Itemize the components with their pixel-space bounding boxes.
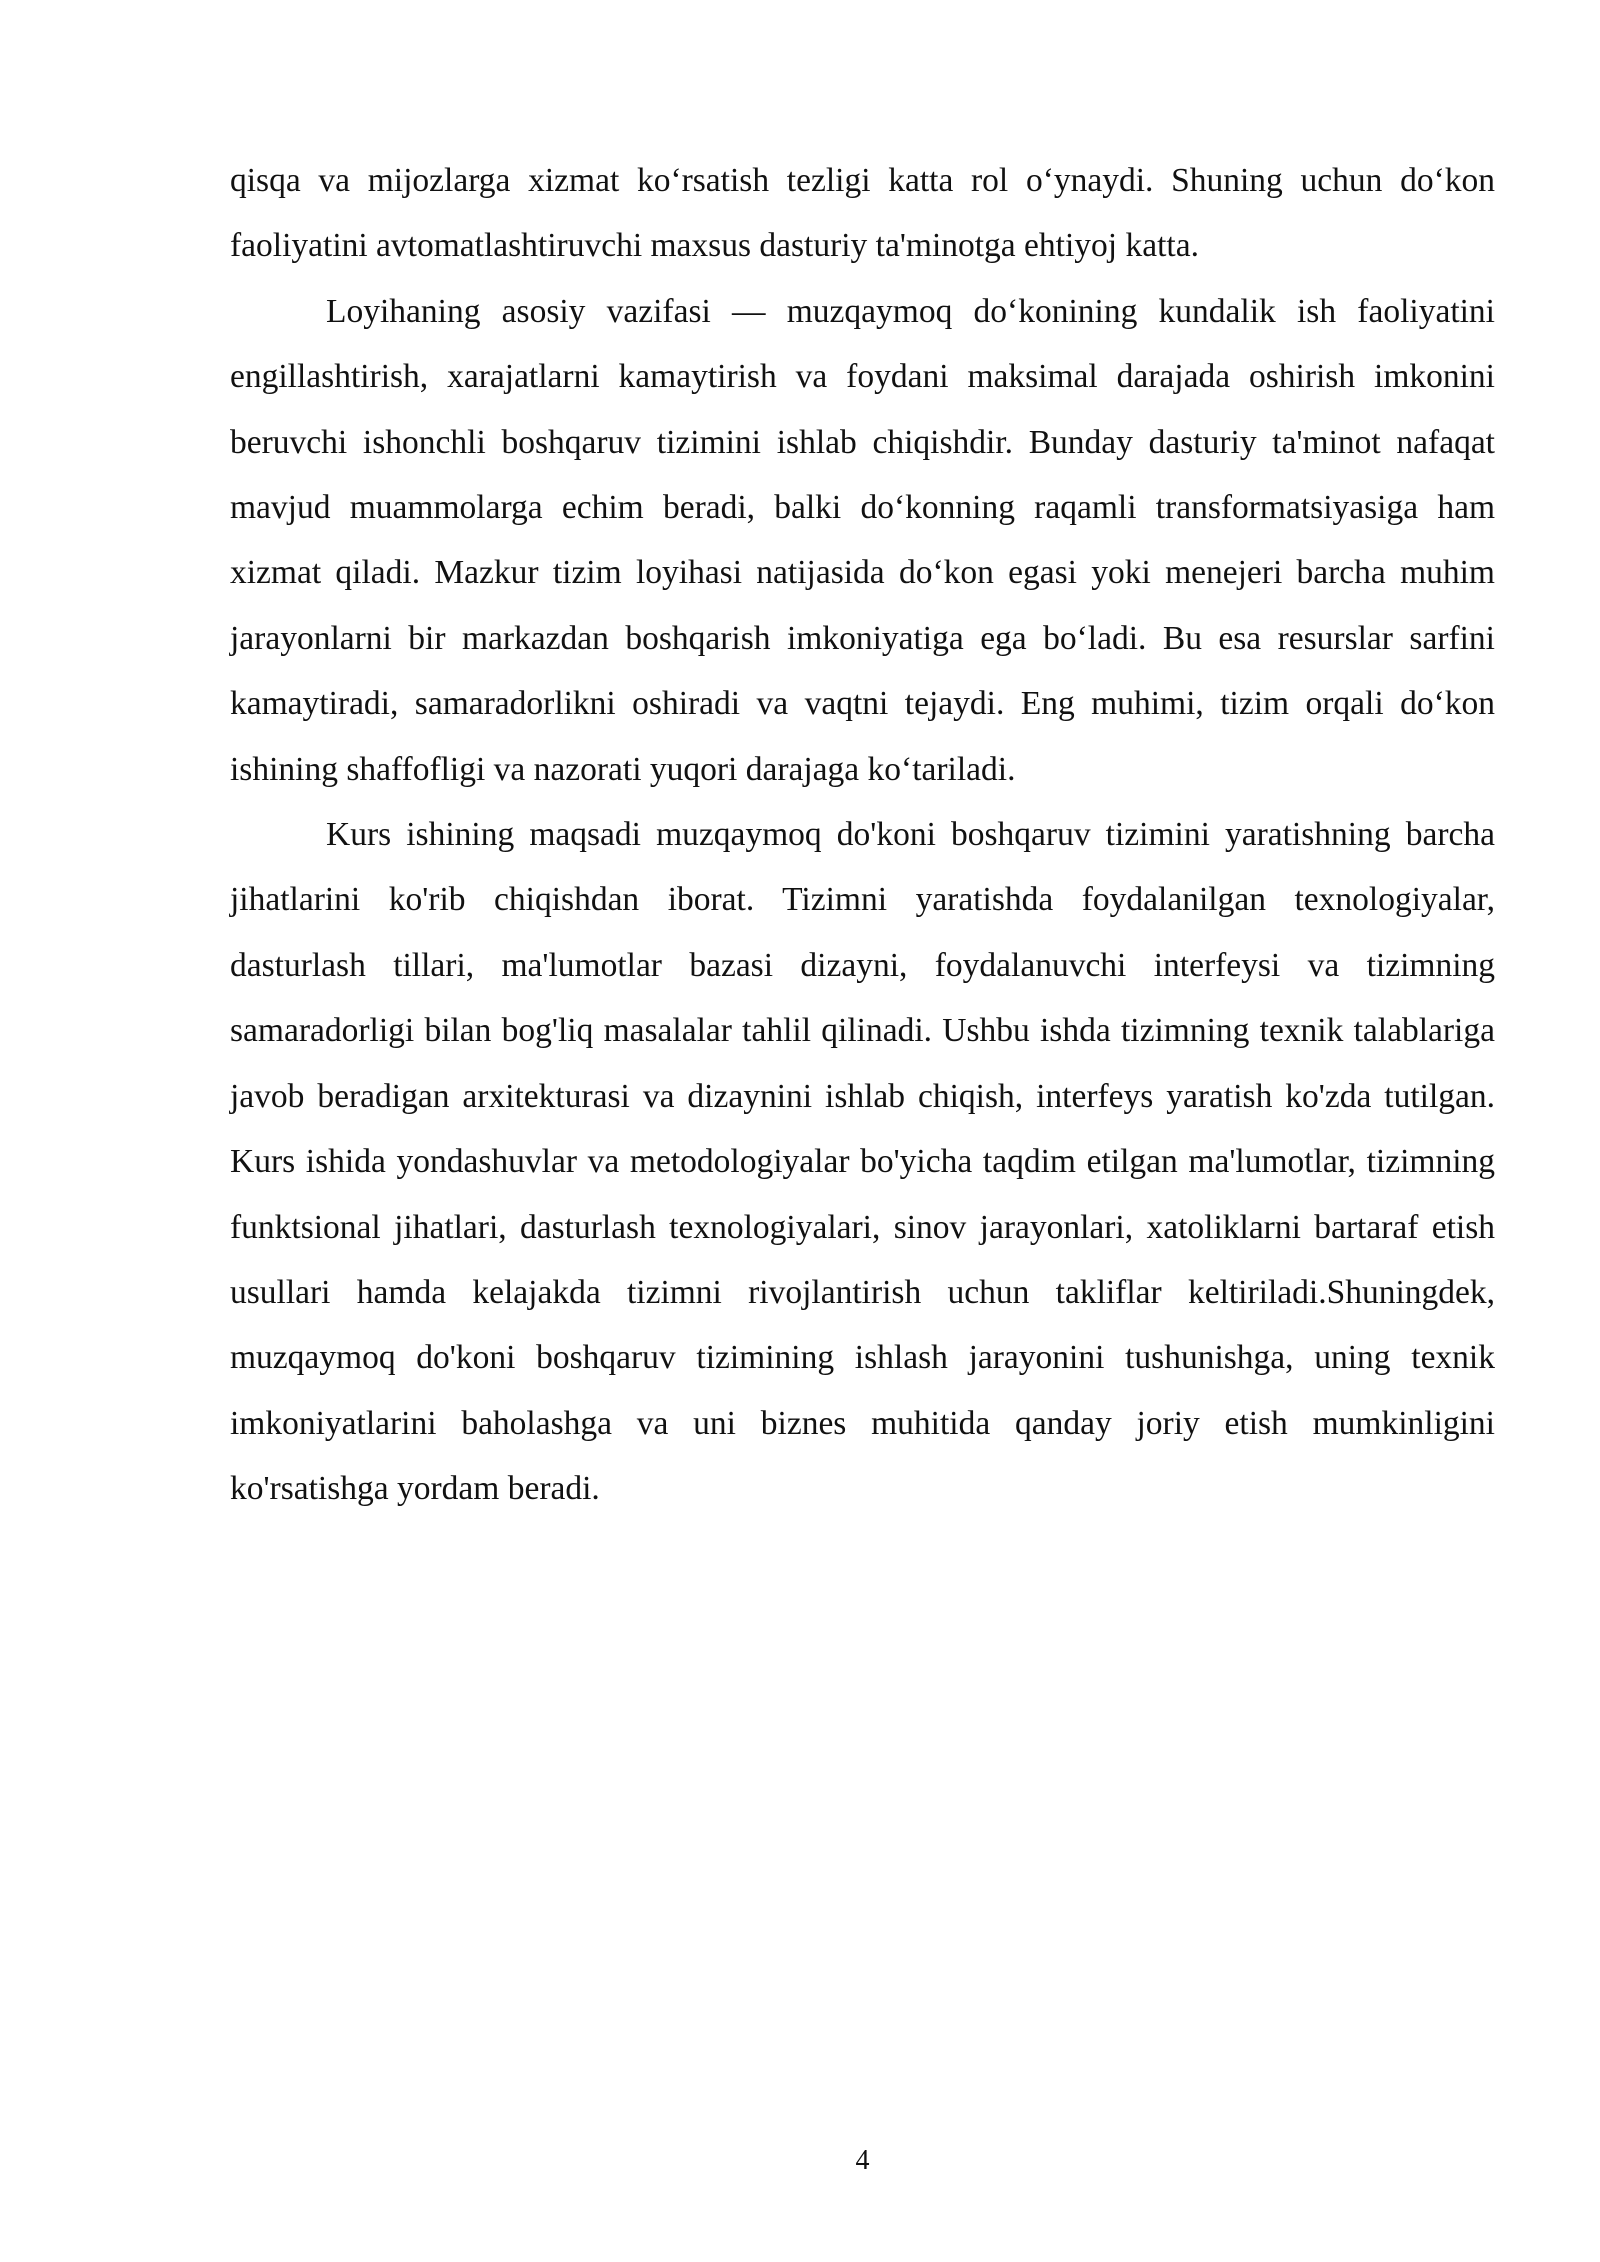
paragraph-course-goal: Kurs ishining maqsadi muzqaymoq do'koni boshqaruv tizimini yaratishning barcha jihatlarini ko'rib chiqishdan iborat. Tizimni yaratishda foydalanilgan texnologiyalar, dasturlash tillari, ma'lumotlar bazasi dizayni, foydalanuvchi interfeysi va tizimning samaradorligi bilan bog'liq masalalar tahlil qilinadi. Ushbu ishda tizimning texnik talablariga javob beradigan arxitekturasi va dizaynini ishlab chiqish, interfeys yaratish ko'zda tutilgan. Kurs ishida yondashuvlar va metodologiyalar bo'yicha taqdim etilgan ma'lumotlar, tizimning funktsional jihatlari, dasturlash texnologiyalari, sinov jarayonlari, xatoliklarni bartaraf etish usullari hamda kelajakda tizimni rivojlantirish uchun takliflar keltiriladi.Shuningdek, muzqaymoq do'koni boshqaruv tizimining ishlash jarayonini tushunishga, uning texnik imkoniyatlarini baholashga va uni biznes muhitida qanday joriy etish mumkinligini ko'rsatishga yordam beradi. <box>230 816 1495 1508</box>
paragraph-project-task: Loyihaning asosiy vazifasi — muzqaymoq do‘konining kundalik ish faoliyatini engillashtirish, xarajatlarni kamaytirish va foydani maksimal darajada oshirish imkonini beruvchi ishonchli boshqaruv tizimini ishlab chiqishdir. Bunday dasturiy ta'minot nafaqat mavjud muammolarga echim beradi, balki do‘konning raqamli transformatsiyasiga ham xizmat qiladi. Mazkur tizim loyihasi natijasida do‘kon egasi yoki menejeri barcha muhim jarayonlarni bir markazdan boshqarish imkoniyatiga ega bo‘ladi. Bu esa resurslar sarfini kamaytiradi, samaradorlikni oshiradi va vaqtni tejaydi. Eng muhimi, tizim orqali do‘kon ishining shaffofligi va nazorati yuqori darajaga ko‘tariladi. <box>230 292 1495 788</box>
page-number: 4 <box>855 2145 870 2176</box>
paragraph-continuation: qisqa va mijozlarga xizmat ko‘rsatish tezligi katta rol o‘ynaydi. Shuning uchun do‘kon faoliyatini avtomatlashtiruvchi maxsus dasturiy ta'minotga ehtiyoj katta. <box>230 162 1495 265</box>
document-body <box>230 148 1495 1522</box>
